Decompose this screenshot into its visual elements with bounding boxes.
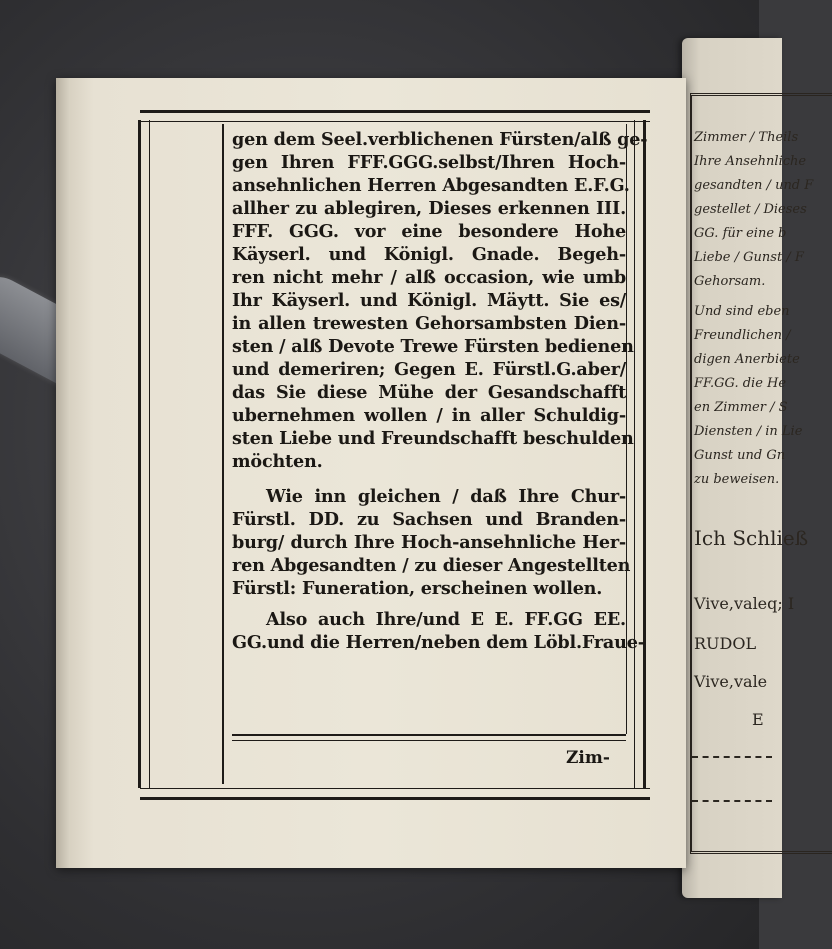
text-line: gen Ihren FFF.GGG.selbst/Ihren Hoch- bbox=[232, 152, 626, 173]
text-line: Fürstl. DD. zu Sachsen und Branden- bbox=[232, 509, 626, 530]
text-line: Ihr Käyserl. und Königl. Mäytt. Sie es/ bbox=[232, 290, 626, 311]
next-page-line: FF.GG. die He bbox=[694, 376, 787, 391]
next-page-line: en Zimmer / S bbox=[694, 400, 788, 415]
text-bottom-rule bbox=[232, 734, 626, 736]
catchword: Zim- bbox=[566, 748, 610, 768]
text-line: ansehnlichen Herren Abgesandten E.F.G. bbox=[232, 175, 630, 196]
text-line: gen dem Seel.verblichenen Fürsten/alß ge- bbox=[232, 129, 648, 150]
page-border-right bbox=[634, 120, 646, 788]
next-page-line: Vive,vale bbox=[694, 672, 768, 691]
next-page-line: Gunst und Gn bbox=[694, 448, 786, 463]
text-line: sten / alß Devote Trewe Fürsten bedienen bbox=[232, 336, 634, 357]
text-line: GG.und die Herren/neben dem Löbl.Fraue- bbox=[232, 632, 645, 653]
next-page-edge bbox=[682, 38, 814, 898]
page-border-bottom bbox=[140, 788, 650, 800]
next-page-line: Ich Schließ bbox=[694, 526, 809, 550]
page-border-top bbox=[140, 110, 650, 122]
text-bottom-rule-thin bbox=[232, 740, 626, 741]
next-page-line: Gehorsam. bbox=[694, 274, 766, 289]
next-page-line: Liebe / Gunst / F bbox=[694, 250, 804, 265]
text-line: Wie inn gleichen / daß Ihre Chur- bbox=[266, 486, 626, 507]
text-line: sten Liebe und Freundschafft beschulden bbox=[232, 428, 634, 449]
text-line: und demeriren; Gegen E. Fürstl.G.aber/ bbox=[232, 359, 626, 380]
page-text bbox=[232, 128, 648, 654]
next-page-rule bbox=[692, 800, 772, 802]
next-page-line: E bbox=[752, 710, 764, 729]
text-line: Also auch Ihre/und E E. FF.GG EE. bbox=[266, 609, 626, 630]
text-line: burg/ durch Ihre Hoch-ansehnliche Her- bbox=[232, 532, 626, 553]
next-page-line: Freundlichen / bbox=[694, 328, 791, 343]
text-line: FFF. GGG. vor eine besondere Hohe bbox=[232, 221, 626, 242]
text-line: Käyserl. und Königl. Gnade. Begeh- bbox=[232, 244, 626, 265]
text-line: Fürstl: Funeration, erscheinen wollen. bbox=[232, 578, 603, 599]
text-line: in allen trewesten Gehorsambsten Dien- bbox=[232, 313, 626, 334]
paragraph-gap bbox=[232, 473, 626, 485]
next-page-line: Ihre Ansehnliche bbox=[694, 154, 807, 169]
next-page-line: Vive,valeq; I bbox=[694, 594, 795, 613]
text-line: ren nicht mehr / alß occasion, wie umb bbox=[232, 267, 626, 288]
page-gutter bbox=[56, 78, 70, 868]
next-page-line: digen Anerbiete bbox=[694, 352, 800, 367]
text-line: ren Abgesandten / zu dieser Angestellten bbox=[232, 555, 631, 576]
next-page-line: Und sind eben bbox=[694, 304, 790, 319]
text-line: allher zu ablegiren, Dieses erkennen III. bbox=[232, 198, 626, 219]
page-border-left bbox=[138, 120, 150, 788]
text-line: das Sie diese Mühe der Gesandschafft bbox=[232, 382, 626, 403]
text-column-rule-left bbox=[222, 124, 224, 784]
next-page-line: zu beweisen. bbox=[694, 472, 780, 487]
next-page-line: gestellet / Dieses bbox=[694, 202, 807, 217]
next-page-rule bbox=[692, 756, 772, 758]
text-line: möchten. bbox=[232, 451, 323, 472]
text-line: ubernehmen wollen / in aller Schuldig- bbox=[232, 405, 626, 426]
next-page-line: gesandten / und F bbox=[694, 178, 814, 193]
paragraph-gap bbox=[232, 600, 626, 608]
next-page-line: Diensten / in Lie bbox=[694, 424, 803, 439]
next-page-line: GG. für eine b bbox=[694, 226, 787, 241]
next-page-line: RUDOL bbox=[694, 634, 757, 653]
next-page-line: Zimmer / Theils bbox=[694, 130, 799, 145]
